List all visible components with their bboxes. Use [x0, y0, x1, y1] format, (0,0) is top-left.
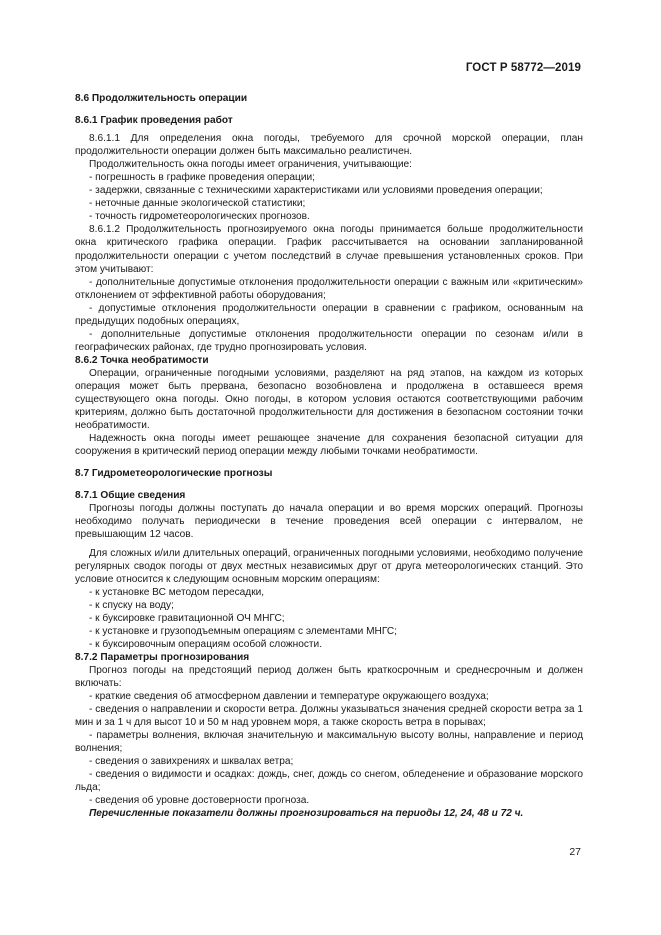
list-item: - погрешность в графике проведения операции; [89, 172, 315, 184]
paragraph: Операции, ограниченные погодными условиями, разделяют на ряд этапов, на каждом из которых операция может быть прервана, безопасно возобновлена и продолжена в оставшееся время существующего окна погоды. Окно погоды, в котором условия остаются соответствующими рабочим критериям, должно быть достаточной продолжительности для достижения в безопасном состоянии точки необратимости. [75, 367, 583, 432]
section-title-8-6: 8.6 Продолжительность операции [75, 93, 248, 104]
paragraph: Прогноз погоды на предстоящий период должен быть краткосрочным и среднесрочным и должен включать: [75, 664, 583, 689]
list-item: - допустимые отклонения продолжительности операции в сравнении с графиком, основанным на предыдущих подобных операциях, [75, 302, 583, 327]
paragraph: Продолжительность окна погоды имеет ограничения, учитывающие: [89, 159, 412, 171]
paragraph-8-6-1-1: 8.6.1.1 Для определения окна погоды, требуемого для срочной морской операции, план продолжительности операции должен быть максимально реалистичен. [75, 133, 583, 158]
list-item: - точность гидрометеорологических прогнозов. [89, 211, 310, 223]
standard-header: ГОСТ Р 58772—2019 [465, 62, 581, 74]
section-title-8-7: 8.7 Гидрометеорологические прогнозы [75, 468, 273, 480]
page-content [75, 92, 583, 820]
page-number: 27 [569, 846, 581, 858]
final-statement: Перечисленные показатели должны прогнозироваться на периоды 12, 24, 48 и 72 ч. [89, 808, 524, 820]
paragraph-8-6-1-2: 8.6.1.2 Продолжительность прогнозируемого окна погоды принимается больше продолжительности окна критического графика операции. График рассчитывается на основании запланированной продолжительности операции с учетом последствий в случае превышения установленных сроков. При этом учитывают: [75, 224, 583, 275]
list-item: - параметры волнения, включая значительную и максимальную высоту волны, направление и период волнения; [75, 730, 583, 755]
subsection-title-8-6-1: 8.6.1 График проведения работ [75, 115, 233, 127]
list-item: - к буксировке гравитационной ОЧ МНГС; [89, 612, 285, 624]
subsection-title-8-6-2: 8.6.2 Точка необратимости [75, 354, 209, 366]
paragraph: Надежность окна погоды имеет решающее значение для сохранения безопасной ситуации для сооружения в критический период операции между любыми точками необратимости. [75, 433, 583, 458]
subsection-title-8-7-1: 8.7.1 Общие сведения [75, 490, 186, 502]
list-item: - к спуску на воду; [89, 599, 174, 611]
list-item: - краткие сведения об атмосферном давлении и температуре окружающего воздуха; [89, 691, 489, 703]
list-item: - сведения о видимости и осадках: дождь, снег, дождь со снегом, обледенение и образование морского льда; [75, 769, 583, 794]
paragraph: Для сложных и/или длительных операций, ограниченных погодными условиями, необходимо получение регулярных сводок погоды от двух местных независимых друг от друга метеорологических станций. Это условие относится к следующим основным морским операциям: [75, 547, 583, 585]
list-item: - сведения о направлении и скорости ветра. Должны указываться значения средней скорости ветра за 1 мин и за 1 ч для высот 10 и 50 м над уровнем моря, а также скорость ветра в порывах; [75, 704, 583, 729]
list-item: - сведения о завихрениях и шквалах ветра; [89, 756, 294, 768]
list-item: - задержки, связанные с техническими характеристиками или условиями проведения операции; [89, 185, 543, 197]
list-item: - дополнительные допустимые отклонения продолжительности операции по сезонам и/или в географических районах, где трудно прогнозировать условия. [75, 328, 583, 353]
list-item: - неточные данные экологической статистики; [89, 198, 306, 210]
list-item: - к установке и грузоподъемным операциям с элементами МНГС; [89, 625, 397, 637]
paragraph: Прогнозы погоды должны поступать до начала операции и во время морских операций. Прогнозы необходимо получать периодически в течение проведения всей операции с интервалом, не превышающим 12 часов. [75, 503, 583, 541]
subsection-title-8-7-2: 8.7.2 Параметры прогнозирования [75, 651, 250, 663]
list-item: - сведения об уровне достоверности прогноза. [89, 795, 310, 807]
list-item: - к установке ВС методом пересадки, [89, 586, 265, 598]
list-item: - дополнительные допустимые отклонения продолжительности операции с важным или «критическим» отклонением от эффективной работы оборудования; [75, 276, 583, 301]
list-item: - к буксировочным операциям особой сложности. [89, 638, 323, 650]
